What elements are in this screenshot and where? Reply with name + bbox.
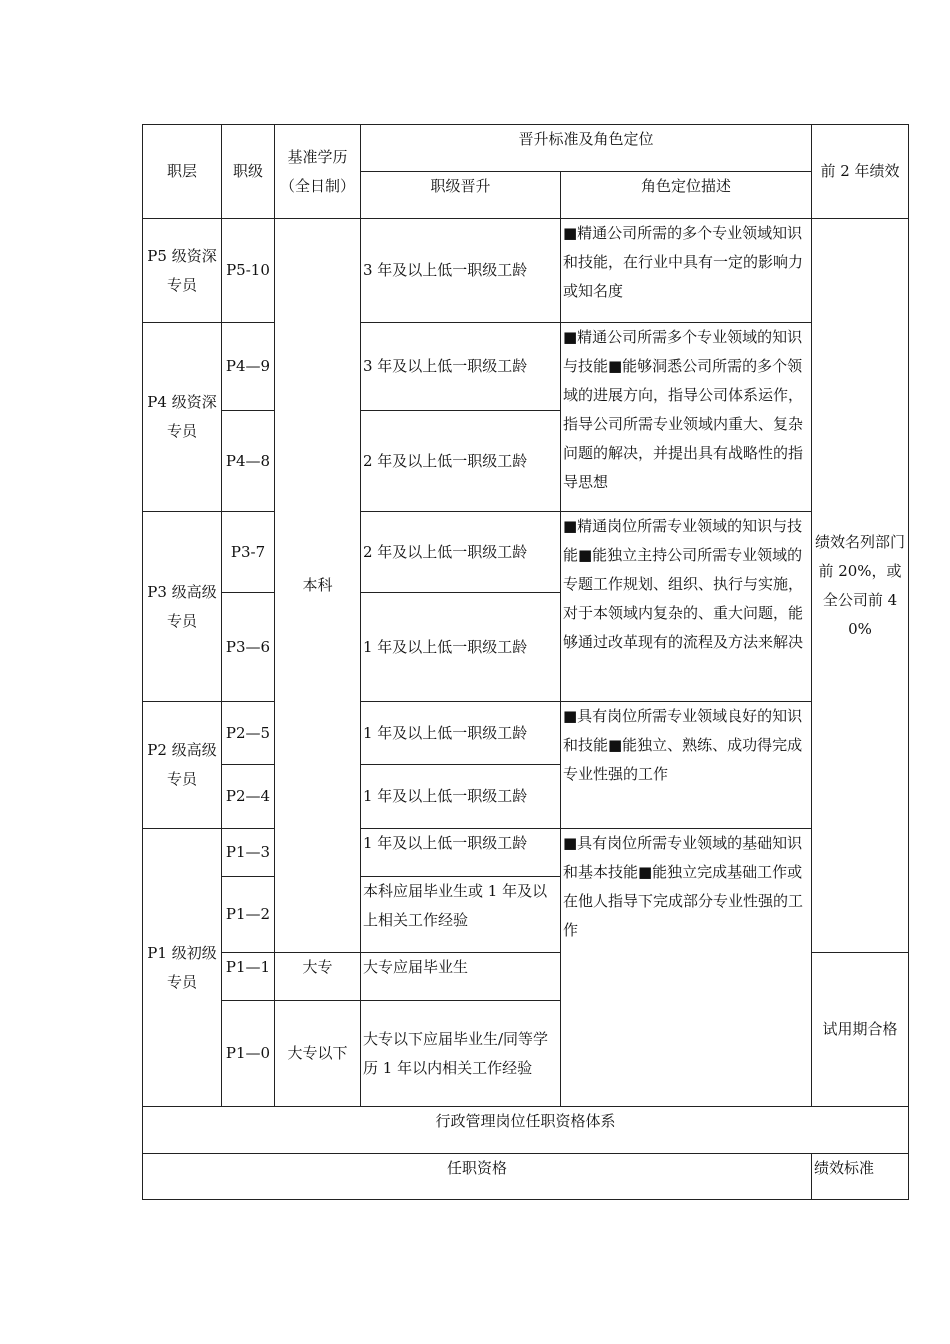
promotion-p4-9: 3 年及以上低一职级工龄 (361, 323, 561, 411)
education-college: 大专 (275, 953, 361, 1001)
role-p5: ■精通公司所需的多个专业领域知识和技能，在行业中具有一定的影响力或知名度 (561, 219, 812, 323)
role-p3: ■精通岗位所需专业领域的知识与技能■能独立主持公司所需专业领域的专题工作规划、组织、执行与实施，对于本领域内复杂的、重大问题，能够通过改革现有的流程及方法来解决 (561, 512, 812, 702)
layer-p2: P2 级高级专员 (143, 702, 222, 829)
grade-p1-0: P1—0 (222, 1001, 275, 1107)
header-promotion-group: 晋升标准及角色定位 (361, 125, 812, 172)
grade-p3-6: P3—6 (222, 593, 275, 702)
education-bachelor: 本科 (275, 219, 361, 953)
promotion-p2-5: 1 年及以上低一职级工龄 (361, 702, 561, 765)
grade-p2-5: P2—5 (222, 702, 275, 765)
promotion-p4-8: 2 年及以上低一职级工龄 (361, 411, 561, 512)
education-below-college: 大专以下 (275, 1001, 361, 1107)
promotion-p1-0: 大专以下应届毕业生/同等学历 1 年以内相关工作经验 (361, 1001, 561, 1107)
header-role: 角色定位描述 (561, 172, 812, 219)
role-p4: ■精通公司所需多个专业领域的知识与技能■能够洞悉公司所需的多个领域的进展方向，指导公司体系运作，指导公司所需专业领域内重大、复杂问题的解决，并提出具有战略性的指导思想 (561, 323, 812, 512)
header-performance: 前 2 年绩效 (812, 125, 909, 219)
layer-p4: P4 级资深专员 (143, 323, 222, 512)
role-p2: ■具有岗位所需专业领域良好的知识和技能■能独立、熟练、成功得完成专业性强的工作 (561, 702, 812, 829)
grade-p1-2: P1—2 (222, 877, 275, 953)
grade-p1-1: P1—1 (222, 953, 275, 1001)
performance-upper: 绩效名列部门前 20%，或全公司前 40% (812, 219, 909, 953)
grade-p2-4: P2—4 (222, 765, 275, 829)
performance-lower: 试用期合格 (812, 953, 909, 1107)
layer-p1: P1 级初级专员 (143, 829, 222, 1107)
grade-p4-8: P4—8 (222, 411, 275, 512)
layer-p5: P5 级资深专员 (143, 219, 222, 323)
layer-p3: P3 级高级专员 (143, 512, 222, 702)
section-title: 行政管理岗位任职资格体系 (143, 1107, 909, 1154)
promotion-p1-2: 本科应届毕业生或 1 年及以上相关工作经验 (361, 877, 561, 953)
grade-p3-7: P3-7 (222, 512, 275, 593)
promotion-p3-7: 2 年及以上低一职级工龄 (361, 512, 561, 593)
grade-p5-10: P5-10 (222, 219, 275, 323)
footer-qualification: 任职资格 (143, 1154, 812, 1200)
role-p1: ■具有岗位所需专业领域的基础知识和基本技能■能独立完成基础工作或在他人指导下完成部分专业性强的工作 (561, 829, 812, 1107)
header-grade: 职级 (222, 125, 275, 219)
qualification-table (142, 124, 909, 1200)
promotion-p1-1: 大专应届毕业生 (361, 953, 561, 1001)
header-layer: 职层 (143, 125, 222, 219)
header-promotion: 职级晋升 (361, 172, 561, 219)
grade-p1-3: P1—3 (222, 829, 275, 877)
promotion-p5-10: 3 年及以上低一职级工龄 (361, 219, 561, 323)
header-education: 基准学历（全日制） (275, 125, 361, 219)
promotion-p2-4: 1 年及以上低一职级工龄 (361, 765, 561, 829)
promotion-p1-3: 1 年及以上低一职级工龄 (361, 829, 561, 877)
grade-p4-9: P4—9 (222, 323, 275, 411)
promotion-p3-6: 1 年及以上低一职级工龄 (361, 593, 561, 702)
footer-perf-standard: 绩效标准 (812, 1154, 909, 1200)
